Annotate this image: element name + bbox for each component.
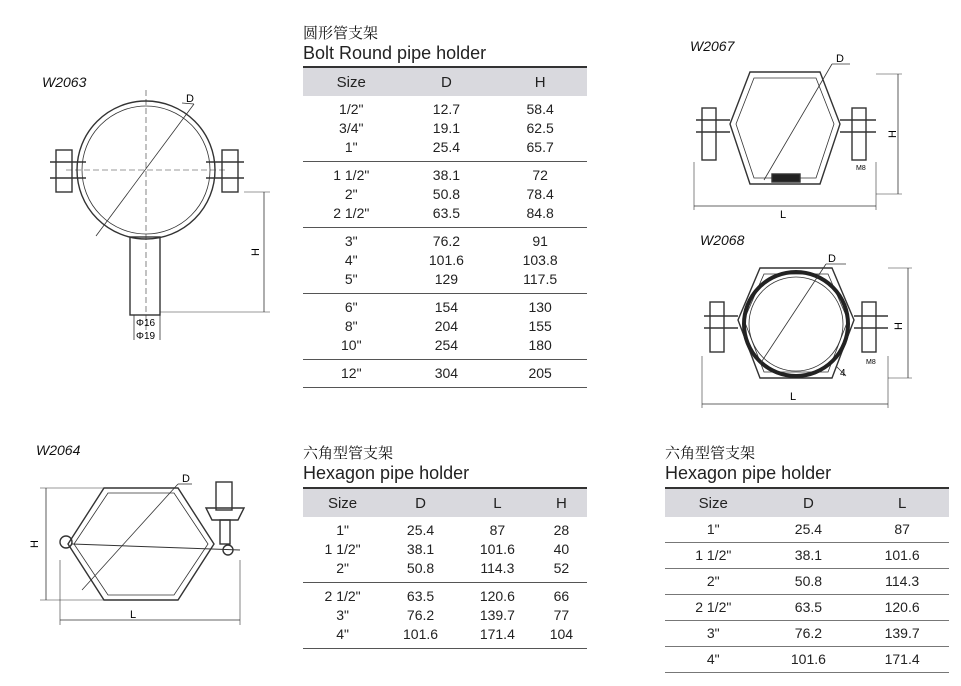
table-row: [303, 317, 587, 336]
table-cell: 63.5: [406, 588, 435, 604]
table-cell: 254: [400, 336, 494, 360]
label-h: H: [893, 322, 905, 330]
table-cell: 155: [528, 318, 552, 334]
hexagon-2-section: [665, 442, 949, 673]
table-cell: 5": [303, 270, 400, 294]
table-row: [303, 540, 587, 559]
label-l: L: [130, 609, 137, 621]
table-cell: 1/2": [339, 101, 364, 117]
column-header: H: [493, 67, 587, 96]
column-header: Size: [303, 67, 400, 96]
hexagon-1-title-en: Hexagon pipe holder: [303, 463, 470, 483]
table-cell: 2": [344, 186, 358, 202]
label-d: D: [182, 473, 190, 485]
table-cell: 25.4: [400, 138, 494, 162]
table-cell: 78.4: [526, 186, 554, 202]
table-cell: 139.7: [479, 607, 515, 623]
label-four: 4: [840, 368, 846, 379]
table-cell: 58.4: [526, 101, 554, 117]
table-row: [303, 583, 587, 607]
table-cell: 1": [665, 517, 762, 543]
table-cell: 40: [553, 541, 570, 557]
table-cell: 19.1: [432, 120, 461, 136]
hexagon-1-title-cn: 六角型管支架: [303, 444, 394, 462]
table-cell: 84.8: [493, 204, 587, 228]
bolt-round-title-cn: 圆形管支架: [303, 24, 379, 42]
table-cell: 3": [344, 233, 358, 249]
table-cell: 6": [344, 299, 358, 315]
table-cell: 3": [336, 607, 349, 623]
table-cell: 2": [665, 569, 762, 595]
table-cell: 10": [303, 336, 400, 360]
table-cell: 63.5: [400, 204, 494, 228]
drawing-w2064: [0, 440, 300, 640]
table-row: [303, 517, 587, 540]
table-row: [303, 270, 587, 294]
table-cell: 104: [536, 625, 587, 649]
table-cell: 171.4: [855, 647, 949, 673]
table-row: [303, 96, 587, 119]
table-cell: 3/4": [339, 120, 364, 136]
label-d: D: [836, 53, 844, 65]
table-cell: 65.7: [493, 138, 587, 162]
table-cell: 103.8: [522, 252, 558, 268]
table-row: [303, 336, 587, 360]
table-cell: 101.6: [855, 543, 949, 569]
table-cell: 25.4: [406, 522, 435, 538]
table-row: [303, 204, 587, 228]
table-cell: 114.3: [855, 569, 949, 595]
table-row: [665, 621, 949, 647]
table-cell: 12": [303, 360, 400, 388]
table-row: [665, 569, 949, 595]
table-row: [665, 543, 949, 569]
table-cell: 1 1/2": [333, 167, 370, 183]
table-cell: 2 1/2": [303, 204, 400, 228]
table-cell: 180: [493, 336, 587, 360]
table-cell: 76.2: [432, 233, 461, 249]
label-h: H: [29, 540, 41, 548]
table-cell: 76.2: [406, 607, 435, 623]
table-cell: 72: [532, 167, 548, 183]
table-cell: 1 1/2": [665, 543, 762, 569]
column-header: H: [536, 488, 587, 517]
table-cell: 66: [553, 588, 570, 604]
label-phi16: Φ16: [136, 318, 156, 329]
hexagon-2-title-en: Hexagon pipe holder: [665, 463, 832, 483]
table-cell: 139.7: [855, 621, 949, 647]
table-cell: 117.5: [493, 270, 587, 294]
table-cell: 76.2: [762, 621, 856, 647]
label-m8: M8: [856, 165, 866, 172]
table-cell: 101.6: [479, 541, 515, 557]
table-cell: 2 1/2": [665, 595, 762, 621]
table-cell: 101.6: [382, 625, 459, 649]
table-cell: 25.4: [762, 517, 856, 543]
table-cell: 4": [665, 647, 762, 673]
table-row: [665, 517, 949, 543]
table-cell: 12.7: [432, 101, 461, 117]
table-cell: 38.1: [432, 167, 461, 183]
table-row: [303, 606, 587, 625]
table-cell: 4": [344, 252, 358, 268]
table-row: [303, 138, 587, 162]
hexagon-2-title-cn: 六角型管支架: [665, 444, 756, 462]
table-cell: 120.6: [479, 588, 515, 604]
drawing-w2068: [690, 248, 940, 408]
column-header: L: [855, 488, 949, 517]
code-w2067: W2067: [690, 38, 735, 54]
table-cell: 50.8: [432, 186, 461, 202]
table-cell: 154: [434, 299, 459, 315]
label-d: D: [828, 253, 836, 265]
table-cell: 120.6: [855, 595, 949, 621]
label-m8: M8: [866, 359, 876, 366]
table-row: [303, 162, 587, 186]
table-row: [303, 559, 587, 583]
bolt-round-section: [303, 22, 587, 388]
label-phi19: Φ19: [136, 331, 156, 342]
table-cell: 77: [553, 607, 570, 623]
table-cell: 2": [303, 559, 382, 583]
hexagon-1-table: [303, 487, 587, 649]
drawing-w2063: [0, 0, 300, 360]
table-cell: 87: [855, 517, 949, 543]
code-w2064: W2064: [36, 442, 81, 458]
table-row: [665, 595, 949, 621]
column-header: D: [382, 488, 459, 517]
bolt-round-title-en: Bolt Round pipe holder: [303, 43, 487, 63]
table-cell: 130: [528, 299, 552, 315]
column-header: Size: [665, 488, 762, 517]
table-cell: 1": [303, 138, 400, 162]
table-row: [303, 119, 587, 138]
table-cell: 87: [489, 522, 506, 538]
table-row: [303, 625, 587, 649]
code-w2068: W2068: [700, 232, 745, 248]
bolt-round-table: [303, 66, 587, 388]
table-cell: 1 1/2": [324, 541, 361, 557]
table-row: [303, 185, 587, 204]
table-cell: 205: [493, 360, 587, 388]
column-header: D: [762, 488, 856, 517]
label-l: L: [790, 391, 797, 403]
table-row: [303, 228, 587, 252]
table-cell: 28: [553, 522, 570, 538]
table-cell: 101.6: [428, 252, 464, 268]
code-w2063: W2063: [42, 74, 87, 90]
table-row: [665, 647, 949, 673]
table-cell: 63.5: [762, 595, 856, 621]
table-cell: 114.3: [459, 559, 536, 583]
label-h: H: [887, 130, 899, 138]
table-cell: 2 1/2": [324, 588, 361, 604]
table-cell: 304: [400, 360, 494, 388]
table-cell: 3": [665, 621, 762, 647]
drawing-w2067: [680, 50, 940, 220]
column-header: D: [400, 67, 494, 96]
table-cell: 50.8: [762, 569, 856, 595]
column-header: Size: [303, 488, 382, 517]
table-cell: 171.4: [459, 625, 536, 649]
table-cell: 38.1: [762, 543, 856, 569]
table-cell: 1": [336, 522, 349, 538]
table-cell: 50.8: [382, 559, 459, 583]
table-row: [303, 251, 587, 270]
table-cell: 52: [536, 559, 587, 583]
label-h: H: [250, 248, 262, 256]
table-cell: 38.1: [406, 541, 435, 557]
table-cell: 4": [303, 625, 382, 649]
label-d: D: [186, 93, 194, 105]
table-cell: 91: [532, 233, 548, 249]
table-row: [303, 360, 587, 388]
table-cell: 8": [344, 318, 358, 334]
hexagon-1-section: [303, 442, 587, 649]
column-header: L: [459, 488, 536, 517]
table-cell: 101.6: [762, 647, 856, 673]
label-l: L: [780, 209, 787, 221]
table-row: [303, 294, 587, 318]
table-cell: 204: [434, 318, 459, 334]
table-cell: 62.5: [526, 120, 554, 136]
table-cell: 129: [400, 270, 494, 294]
hexagon-2-table: [665, 487, 949, 673]
